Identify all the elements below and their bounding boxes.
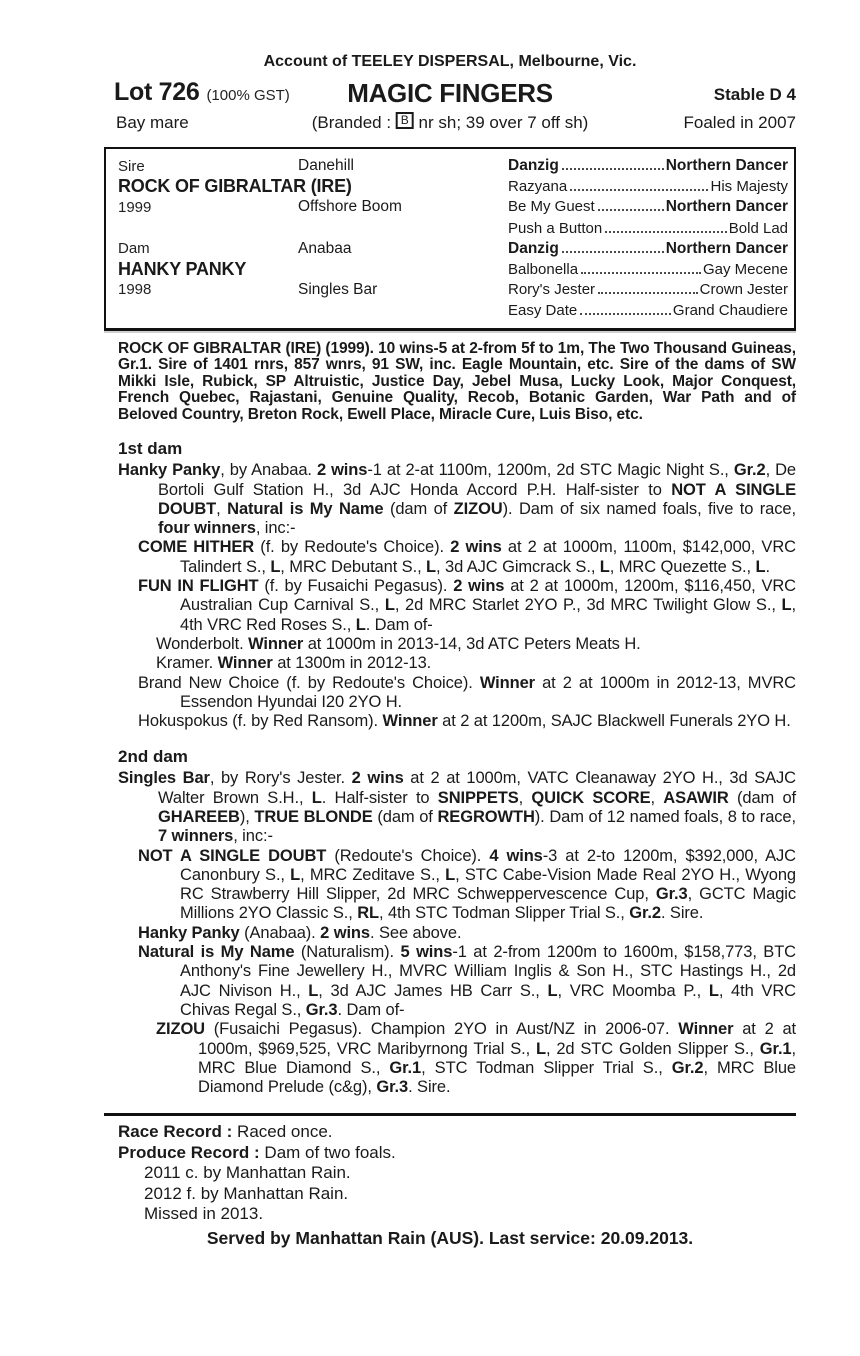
catalogue-page	[104, 52, 796, 1248]
lot-left-group	[104, 78, 290, 107]
dam-role-label: Dam	[118, 240, 150, 258]
pedigree-entry: Brand New Choice (f. by Redoute's Choice). Winner at 2 at 1000m in 2012-13, MVRC Essendon Hyundai I20 2YO H.	[138, 673, 796, 711]
ancestor-row	[508, 240, 788, 258]
ancestor-name: Northern Dancer	[665, 198, 788, 216]
produce-line: 2011 c. by Manhattan Rain.	[144, 1163, 351, 1183]
pedigree-entry: NOT A SINGLE DOUBT (Redoute's Choice). 4 wins-3 at 2-to 1200m, $392,000, AJC Canonbury S., L, MRC Zeditave S., L, STC Cabe-Vision Made Real 2YO H., Wyong RC Strawberry Hill Slipper, 2d MRC Schweppervescence Cup, Gr.3, GCTC Magic Millions 2YO Classic S., RL, 4th STC Todman Slipper Trial S., Gr.2. Sire.	[138, 846, 796, 923]
foaled-year: Foaled in 2007	[683, 113, 796, 132]
account-line: Account of TEELEY DISPERSAL, Melbourne, Vic.	[263, 53, 637, 70]
lot-number: Lot 726	[114, 78, 200, 106]
brand-symbol: B	[396, 112, 414, 129]
produce-record-value: Dam of two foals.	[259, 1142, 396, 1162]
ancestor-row	[508, 261, 788, 278]
sire-name: ROCK OF GIBRALTAR (IRE)	[118, 176, 352, 197]
ancestor-name: Northern Dancer	[665, 157, 788, 175]
served-line: Served by Manhattan Rain (AUS). Last service: 20.09.2013.	[206, 1227, 694, 1248]
sire-sire: Danehill	[298, 157, 355, 175]
second-dam-entries	[104, 769, 796, 1097]
dam-name: HANKY PANKY	[118, 258, 247, 279]
first-dam-heading: 1st dam	[118, 439, 183, 459]
horse-name: MAGIC FINGERS	[347, 78, 553, 108]
pedigree-entry: Hanky Panky (Anabaa). 2 wins. See above.	[138, 923, 462, 942]
dotted-leader	[562, 251, 664, 253]
ancestor-row	[508, 302, 788, 319]
pedigree-entry: FUN IN FLIGHT (f. by Fusaichi Pegasus). 2 wins at 2 at 1000m, 1200m, $116,450, VRC Australian Cup Carnival S., L, 2d MRC Starlet 2YO P., 3d MRC Twilight Glow S., L, 4th VRC Red Roses S., L. Dam of-	[138, 577, 797, 634]
brand-suffix: nr sh; 39 over 7 off sh)	[413, 113, 589, 132]
produce-line: 2012 f. by Manhattan Rain.	[144, 1183, 349, 1203]
ancestor-name: Bold Lad	[728, 219, 788, 237]
ancestor-name: Rory's Jester	[508, 281, 596, 299]
ancestor-row	[508, 178, 788, 195]
pedigree-entry: COME HITHER (f. by Redoute's Choice). 2 wins at 2 at 1000m, 1100m, $142,000, VRC Talindert S., L, MRC Debutant S., L, 3d AJC Gimcrack S., L, MRC Quezette S., L.	[138, 538, 796, 576]
ancestor-row	[508, 281, 788, 298]
dam-sire: Anabaa	[298, 239, 352, 257]
pedigree-entry: Kramer. Winner at 1300m in 2012-13.	[156, 654, 432, 673]
pedigree-entry: Hokuspokus (f. by Red Ransom). Winner at 2 at 1200m, SAJC Blackwell Funerals 2YO H.	[138, 712, 791, 731]
ancestor-row	[508, 157, 788, 175]
stable-label: Stable D 4	[713, 85, 796, 104]
sire-summary: ROCK OF GIBRALTAR (IRE) (1999). 10 wins-5 at 2-from 5f to 1m, The Two Thousand Guineas, Gr.1. Sire of 1401 rnrs, 857 wnrs, 91 SW, inc. Eagle Mountain, etc. Sire of the dams of SW Mikki Isle, Rubick, SP Altruistic, Justice Day, Jebel Musa, Lucky Look, Major Conquest, French Quebec, Rajastani, Genuine Quality, Recob, Botanic Garden, War Path and of Beloved Country, Breton Rock, Ewell Place, Miracle Cure, Luis Biso, etc.	[118, 339, 796, 423]
ancestor-name: Balbonella	[508, 260, 579, 278]
race-record-value: Raced once.	[232, 1122, 333, 1142]
pedigree-entry: Hanky Panky, by Anabaa. 2 wins-1 at 2-at 1100m, 1200m, 2d STC Magic Night S., Gr.2, De Bortoli Gulf Station H., 3d AJC Honda Accord P.H. Half-sister to NOT A SINGLE DOUBT, Natural is My Name (dam of ZIZOU). Dam of six named foals, five to race, four winners, inc:-	[118, 461, 796, 538]
ancestor-name: Be My Guest	[508, 198, 595, 216]
second-dam-heading: 2nd dam	[118, 747, 188, 767]
pedigree-entry: Singles Bar, by Rory's Jester. 2 wins at 2 at 1000m, VATC Cleanaway 2YO H., 3d SAJC Walter Brown S.H., L. Half-sister to SNIPPETS, QUICK SCORE, ASAWIR (dam of GHAREEB), TRUE BLONDE (dam of REGROWTH). Dam of 12 named foals, 8 to race, 7 winners, inc:-	[118, 769, 797, 846]
ancestor-name: Danzig	[508, 157, 559, 175]
ancestor-name: Easy Date	[508, 301, 578, 319]
ancestor-row	[508, 198, 788, 216]
pedigree-entry: ZIZOU (Fusaichi Pegasus). Champion 2YO in Aust/NZ in 2006-07. Winner at 2 at 1000m, $969,525, VRC Maribyrnong Trial S., L, 2d STC Golden Slipper S., Gr.1, MRC Blue Diamond S., Gr.1, STC Todman Slipper Trial S., Gr.2, MRC Blue Diamond Prelude (c&g), Gr.3. Sire.	[156, 1020, 797, 1097]
dotted-leader	[605, 231, 727, 233]
first-dam-entries	[104, 461, 796, 731]
dotted-leader	[570, 189, 708, 191]
produce-record-label: Produce Record :	[118, 1142, 260, 1162]
footer	[104, 1122, 796, 1248]
race-record-label: Race Record :	[118, 1122, 233, 1142]
ancestor-name: Razyana	[508, 178, 568, 196]
sire-role-label: Sire	[118, 157, 145, 175]
ancestor-name: Northern Dancer	[665, 239, 788, 257]
brand-prefix: (Branded :	[311, 113, 396, 132]
dam-year: 1998	[118, 281, 152, 299]
dotted-leader	[598, 209, 664, 211]
produce-record	[104, 1143, 796, 1164]
sire-year: 1999	[118, 198, 152, 216]
foal-row	[104, 113, 796, 139]
pedigree-entry: Wonderbolt. Winner at 1000m in 2013-14, 3d ATC Peters Meats H.	[156, 634, 641, 653]
ancestor-name: His Majesty	[710, 178, 788, 196]
brand-info	[312, 113, 589, 133]
divider-rule	[104, 1113, 796, 1116]
dotted-leader	[580, 313, 671, 315]
gst-note: (100% GST)	[206, 87, 290, 104]
ancestor-row	[508, 220, 788, 237]
pedigree-table	[104, 147, 796, 331]
dam-dam: Singles Bar	[298, 280, 378, 298]
dotted-leader	[581, 272, 701, 274]
ancestor-name: Gay Mecene	[702, 260, 788, 278]
dotted-leader	[598, 292, 698, 294]
sex-description: Bay mare	[116, 113, 189, 132]
dotted-leader	[562, 168, 664, 170]
sire-dam: Offshore Boom	[298, 198, 402, 216]
ancestor-name: Push a Button	[508, 219, 603, 237]
produce-line: Missed in 2013.	[144, 1204, 264, 1224]
lot-row	[104, 78, 796, 108]
pedigree-entry: Natural is My Name (Naturalism). 5 wins-1 at 2-from 1200m to 1600m, $158,773, BTC Anthony's Fine Jewellery H., MVRC William Inglis & Son H., STC Hastings H., 2d AJC Nivison H., L, 3d AJC James HB Carr S., L, VRC Moomba P., L, 4th VRC Chivas Regal S., Gr.3. Dam of-	[138, 943, 796, 1019]
ancestor-name: Danzig	[508, 239, 559, 257]
ancestor-name: Grand Chaudiere	[672, 301, 788, 319]
ancestor-name: Crown Jester	[699, 281, 788, 299]
race-record	[104, 1122, 796, 1143]
